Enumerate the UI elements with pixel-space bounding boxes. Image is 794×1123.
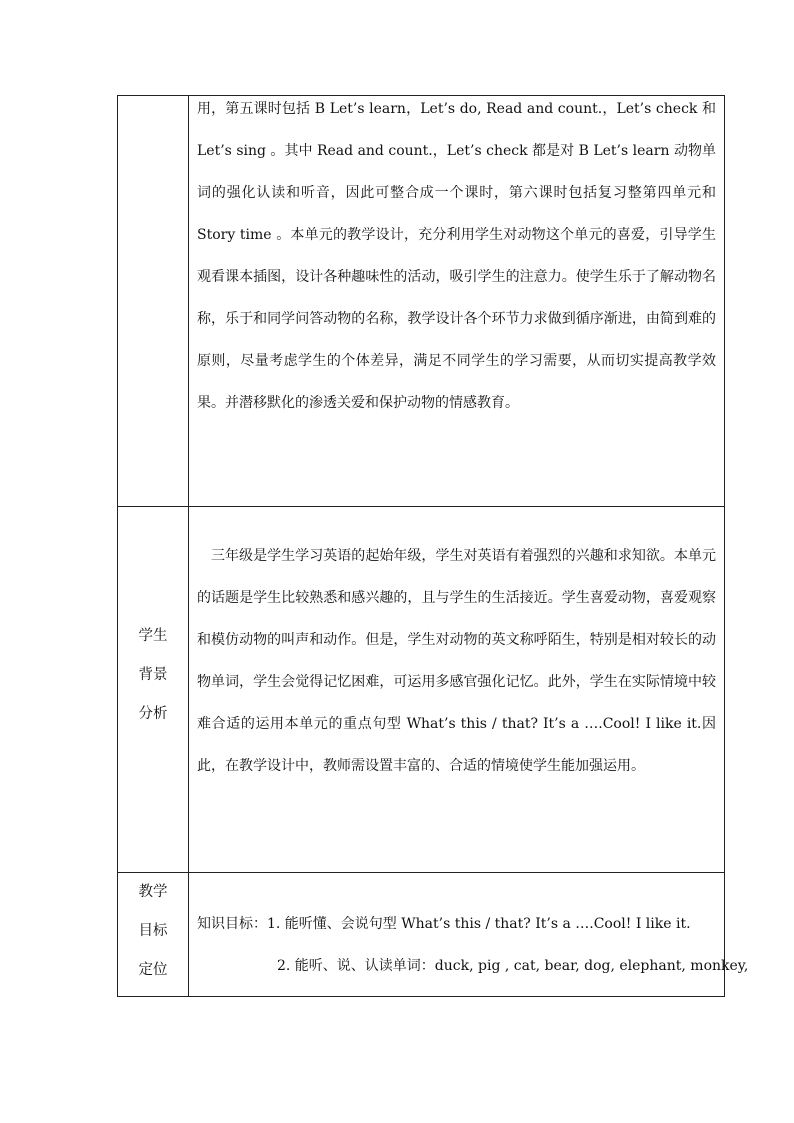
teaching-goals-cell — [189, 873, 749, 997]
table-row-teaching-goals — [118, 873, 725, 997]
row-label-empty — [118, 96, 189, 507]
knowledge-goal-line-2: 2. 能听、说、认读单词：duck, pig , cat, bear, dog, elephant, monkey, — [277, 958, 749, 974]
teaching-goals-label — [118, 873, 189, 997]
label-line: 定位 — [138, 962, 168, 978]
label-line: 目标 — [138, 923, 168, 939]
student-background-text: 三年级是学生学习英语的起始年级，学生对英语有着强烈的兴趣和求知欲。本单元的话题是学生比较熟悉和感兴趣的，且与学生的生活接近。学生喜爱动物，喜爱观察和模仿动物的叫声和动作。但是，学生对动物的英文称呼陌生，特别是相对较长的动物单词，学生会觉得记忆困难，可运用多感官强化记忆。此外，学生在实际情境中较难合适的运用本单元的重点句型 What’s this / that? It’s a ….Cool! I like it.因此，在教学设计中，教师需设置丰富的、合适的情境使学生能加强运用。 — [197, 548, 716, 774]
student-background-label — [118, 507, 189, 873]
table-row-design-notes — [118, 96, 725, 507]
knowledge-goal-line-1: 知识目标：1. 能听懂、会说句型 What’s this / that? It’s a ….Cool! I like it. — [197, 916, 691, 932]
lesson-plan-table — [117, 95, 749, 997]
label-line: 学生 — [138, 628, 168, 644]
student-background-cell — [189, 507, 725, 873]
label-line: 背景 — [138, 667, 168, 683]
table-row-student-background — [118, 507, 725, 873]
label-line: 分析 — [138, 706, 168, 722]
design-notes-cell — [189, 96, 725, 507]
design-notes-text: 用，第五课时包括 B Let’s learn，Let’s do, Read and count.，Let’s check 和 Let’s sing 。其中 Read and count.，Let’s check 都是对 B Let’s learn 动物单词的强化认读和听音，因此可整合成一个课时，第六课时包括复习整第四单元和 Story time 。本单元的教学设计，充分利用学生对动物这个单元的喜爱，引导学生观看课本插图，设计各种趣味性的活动，吸引学生的注意力。使学生乐于了解动物名称，乐于和同学问答动物的名称，教学设计各个环节力求做到循序渐进，由简到难的原则，尽量考虑学生的个体差异，满足不同学生的学习需要，从而切实提高教学效果。并潜移默化的渗透关爱和保护动物的情感教育。 — [197, 101, 716, 411]
label-line: 教学 — [138, 884, 168, 900]
